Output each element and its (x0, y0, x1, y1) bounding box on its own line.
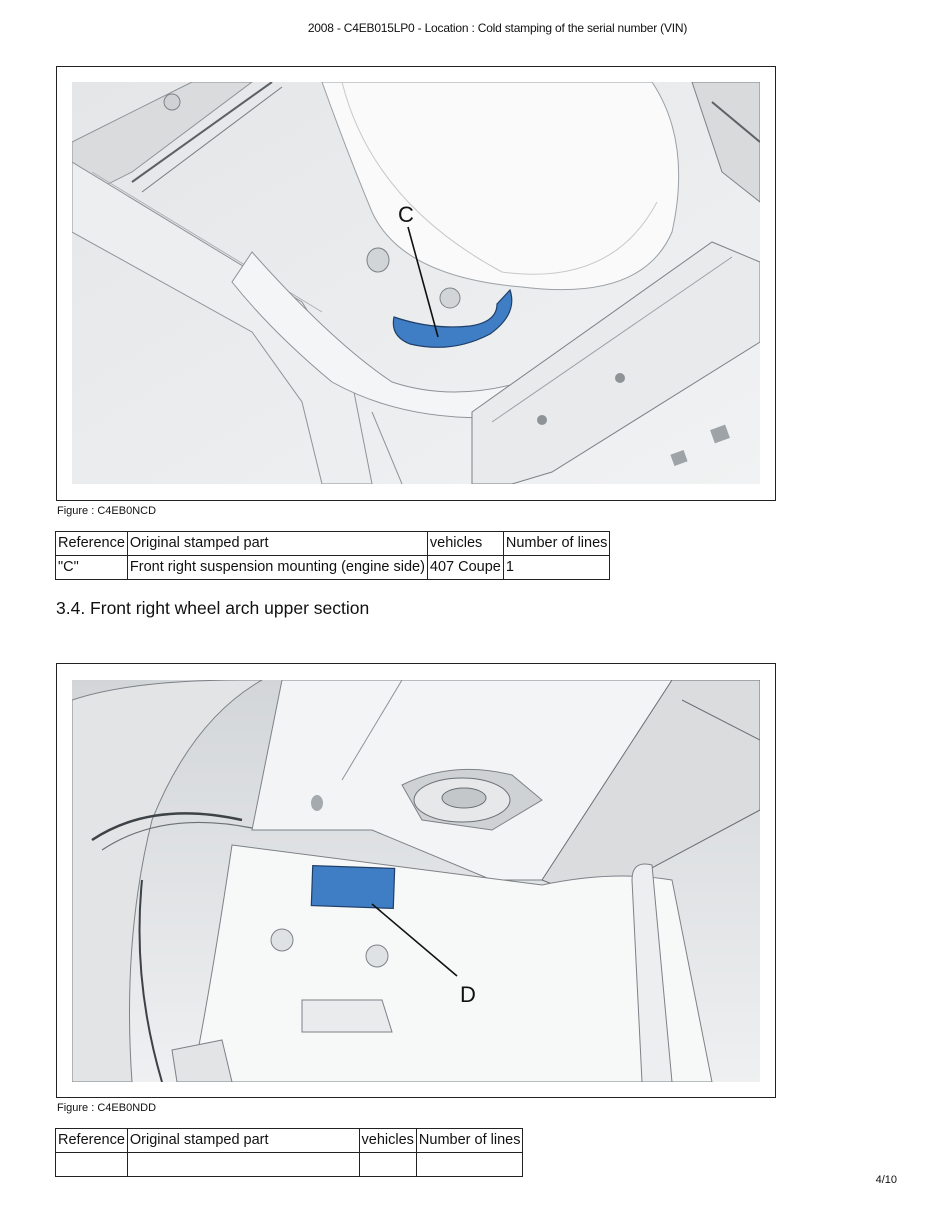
figure-caption: Figure : C4EB0NCD (57, 505, 157, 517)
header-cell: Number of lines (416, 1129, 523, 1153)
page-header: 2008 - C4EB015LP0 - Location : Cold stamping of the serial number (VIN) (307, 21, 688, 35)
header-cell: vehicles (359, 1129, 416, 1153)
table-cell (359, 1153, 416, 1177)
reference-table (55, 531, 610, 580)
figure-c4eb0ndd (56, 663, 776, 1098)
table-cell (127, 1153, 359, 1177)
table-cell: "C" (56, 556, 128, 580)
table-cell: 407 Coupe (427, 556, 503, 580)
figure-c4eb0ncd (56, 66, 776, 501)
table-cell (56, 1153, 128, 1177)
table-cell: Front right suspension mounting (engine side) (127, 556, 427, 580)
table-header-row (56, 532, 610, 556)
table-row (56, 1153, 523, 1177)
illustration-suspension-mounting (72, 82, 760, 484)
page-number: 4/10 (875, 1174, 897, 1186)
header-cell: Original stamped part (127, 1129, 359, 1153)
header-cell: Original stamped part (127, 532, 427, 556)
reference-table (55, 1128, 523, 1177)
table-cell (416, 1153, 523, 1177)
illustration-wheel-arch (72, 680, 760, 1082)
figure-caption: Figure : C4EB0NDD (57, 1102, 157, 1114)
table-header-row (56, 1129, 523, 1153)
header-cell: vehicles (427, 532, 503, 556)
stamping-zone-d (311, 866, 394, 909)
section-title: 3.4. Front right wheel arch upper section (56, 598, 370, 618)
header-cell: Number of lines (503, 532, 610, 556)
header-cell: Reference (56, 532, 128, 556)
header-cell: Reference (56, 1129, 128, 1153)
table-row (56, 556, 610, 580)
callout-label-c: C (398, 202, 414, 227)
table-cell: 1 (503, 556, 610, 580)
callout-label-d: D (460, 982, 476, 1007)
